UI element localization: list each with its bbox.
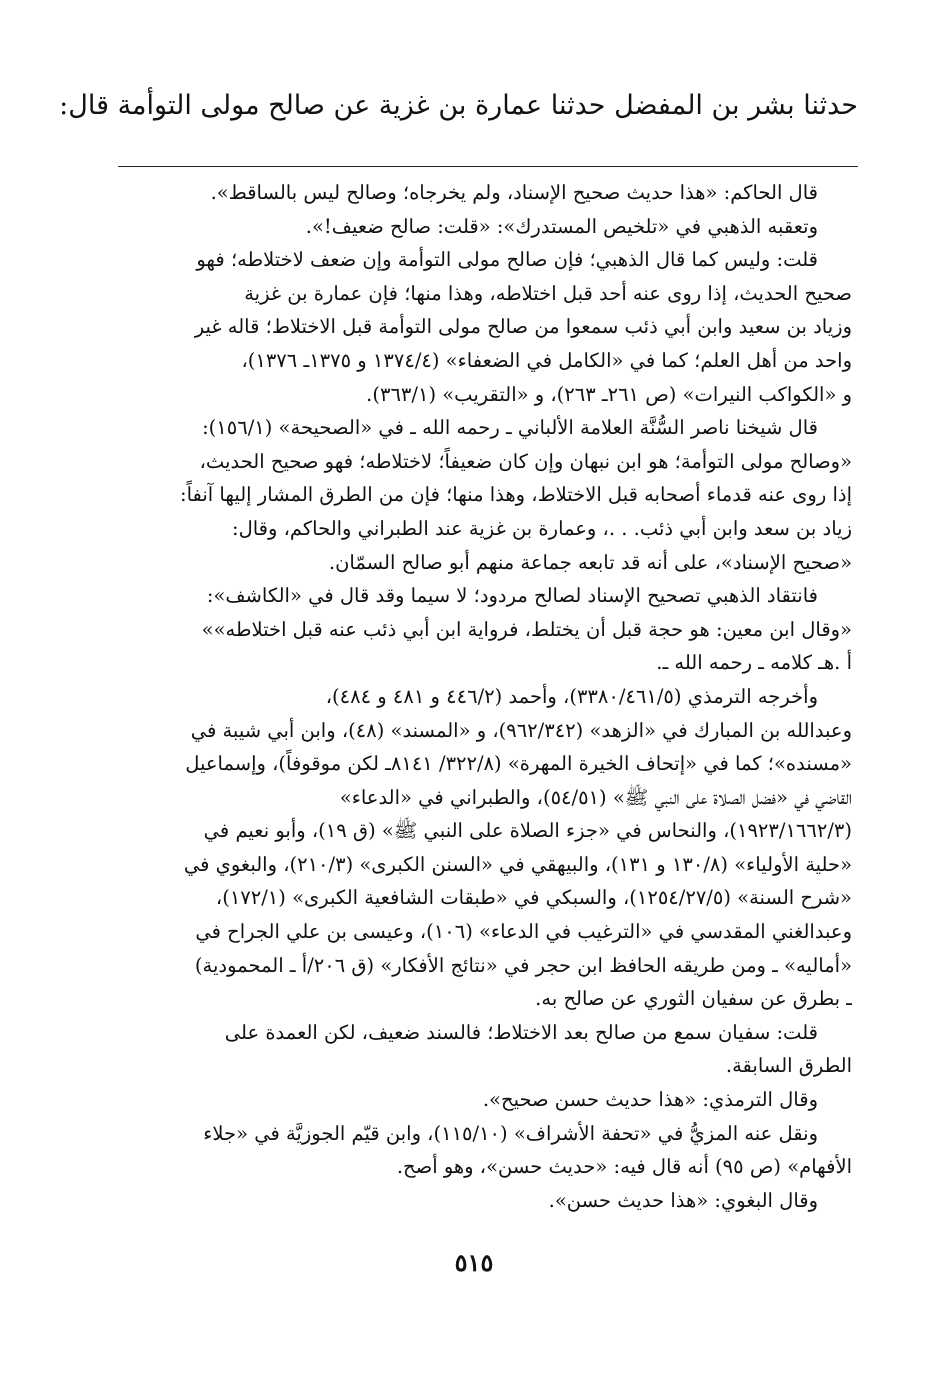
- footnote-paragraph: [97, 210, 852, 244]
- footnote-paragraph: [97, 680, 852, 1016]
- text-line: واحد من أهل العلم؛ كما في «الكامل في الضعفاء» (١٣٧٤/٤ و ١٣٧٥ـ ١٣٧٦)،: [241, 348, 852, 372]
- text-line: وزياد بن سعيد وابن أبي ذئب سمعوا من صالح مولى التوأمة قبل الاختلاط؛ قاله غير: [194, 315, 852, 339]
- footnotes: [97, 176, 852, 1217]
- text-line: وقال الترمذي: «هذا حديث حسن صحيح».: [482, 1088, 818, 1112]
- footnote-paragraph: [97, 1016, 852, 1083]
- text-line: وعبدالغني المقدسي في «الترغيب في الدعاء» (١٠٦)، وعيسى بن علي الجراح في: [195, 920, 852, 944]
- text-line: فانتقاد الذهبي تصحيح الإسناد لصالح مردود؛ لا سيما وقد قال في «الكاشف»:: [206, 584, 818, 608]
- text-line: «مسنده»؛ كما في «إتحاف الخيرة المهرة» (٣٢٢/٨/ ٨١٤١ـ لكن موقوفاً)، وإسماعيل: [185, 752, 852, 776]
- text-line: زياد بن سعد وابن أبي ذئب. . .، وعمارة بن غزية عند الطبراني والحاكم، وقال:: [232, 516, 852, 540]
- footnote-paragraph: [97, 1083, 852, 1117]
- text-line: أ .هـ كلامه ـ رحمه الله ـ.: [656, 651, 852, 675]
- text-line: قال شيخنا ناصر السُّنَّة العلامة الألباني ـ رحمه الله ـ في «الصحيحة» (١٥٦/١):: [202, 416, 818, 440]
- hadith-chain-line: حدثنا بشر بن المفضل حدثنا عمارة بن غزية عن صالح مولى التوأمة قال:: [59, 90, 858, 121]
- text-line: وأخرجه الترمذي (٣٣٨٠/٤٦١/٥)، وأحمد (٤٤٦/٢ و ٤٨١ و ٤٨٤)،: [325, 684, 818, 708]
- text-line: ونقل عنه المزيُّ في «تحفة الأشراف» (١١٥/١٠)، وابن قيّم الجوزيَّة في «جلاء: [203, 1121, 818, 1145]
- text-line: وتعقبه الذهبي في «تلخيص المستدرك»: «قلت: صالح ضعيف!».: [305, 214, 818, 238]
- footnote-paragraph: [97, 1117, 852, 1184]
- text-line: «حلية الأولياء» (١٣٠/٨ و ١٣١)، والبيهقي في «السنن الكبرى» (٢١٠/٣)، والبغوي في: [183, 852, 852, 876]
- text-line: صحيح الحديث، إذا روى عنه أحد قبل اختلاطه، وهذا منها؛ فإن عمارة بن غزية: [244, 281, 852, 305]
- text-line: قلت: وليس كما قال الذهبي؛ فإن صالح مولى التوأمة وإن ضعف لاختلاطه؛ فهو: [196, 248, 818, 272]
- text-line: «صحيح الإسناد»، على أنه قد تابعه جماعة منهم أبو صالح السمّان.: [328, 550, 852, 574]
- text-line: وعبدالله بن المبارك في «الزهد» (٩٦٢/٣٤٢)، و «المسند» (٤٨)، وابن أبي شيبة في: [190, 718, 852, 742]
- footnote-paragraph: [97, 579, 852, 680]
- footnote-paragraph: [97, 1184, 852, 1218]
- footnote-separator: [118, 166, 858, 167]
- text-line: القاضي في «فضل الصلاة على النبي ﷺ» (٥٤/٥١)، والطبراني في «الدعاء»: [339, 785, 852, 809]
- text-line: وقال البغوي: «هذا حديث حسن».: [548, 1188, 818, 1212]
- text-line: «وصالح مولى التوأمة؛ هو ابن نبهان وإن كان ضعيفاً؛ لاختلاطه؛ فهو صحيح الحديث،: [199, 449, 852, 473]
- text-line: قال الحاكم: «هذا حديث صحيح الإسناد، ولم يخرجاه؛ وصالح ليس بالساقط».: [210, 181, 818, 204]
- text-line: و «الكواكب النيرات» (ص ٢٦١ـ ٢٦٣)، و «التقريب» (٣٦٣/١).: [366, 382, 852, 406]
- text-line: «أماليه» ـ ومن طريقه الحافظ ابن حجر في «نتائج الأفكار» (ق ٢٠٦/أ ـ المحمودية): [194, 953, 852, 977]
- text-line: ـ بطرق عن سفيان الثوري عن صالح به.: [535, 987, 852, 1011]
- page-number: ٥١٥: [454, 1248, 494, 1277]
- text-line: قلت: سفيان سمع من صالح بعد الاختلاط؛ فالسند ضعيف، لكن العمدة على: [224, 1020, 818, 1044]
- text-line: «وقال ابن معين: هو حجة قبل أن يختلط، فرواية ابن أبي ذئب عنه قبل اختلاطه»»: [201, 617, 852, 641]
- footnote-paragraph: [97, 243, 852, 411]
- text-line: الأفهام» (ص ٩٥) أنه قال فيه: «حديث حسن»، وهو أصح.: [396, 1155, 852, 1179]
- footnote-paragraph: [97, 176, 852, 210]
- text-line: إذا روى عنه قدماء أصحابه قبل الاختلاط، وهذا منها؛ فإن من الطرق المشار إليها آنفاً:: [180, 483, 852, 507]
- footnote-paragraph: [97, 411, 852, 579]
- text-line: (١٩٢٣/١٦٦٢/٣)، والنحاس في «جزء الصلاة على النبي ﷺ» (ق ١٩)، وأبو نعيم في: [203, 819, 852, 843]
- text-line: «شرح السنة» (١٢٥٤/٢٧/٥)، والسبكي في «طبقات الشافعية الكبرى» (١٧٢/١)،: [215, 886, 852, 910]
- text-line: الطرق السابقة.: [725, 1054, 852, 1078]
